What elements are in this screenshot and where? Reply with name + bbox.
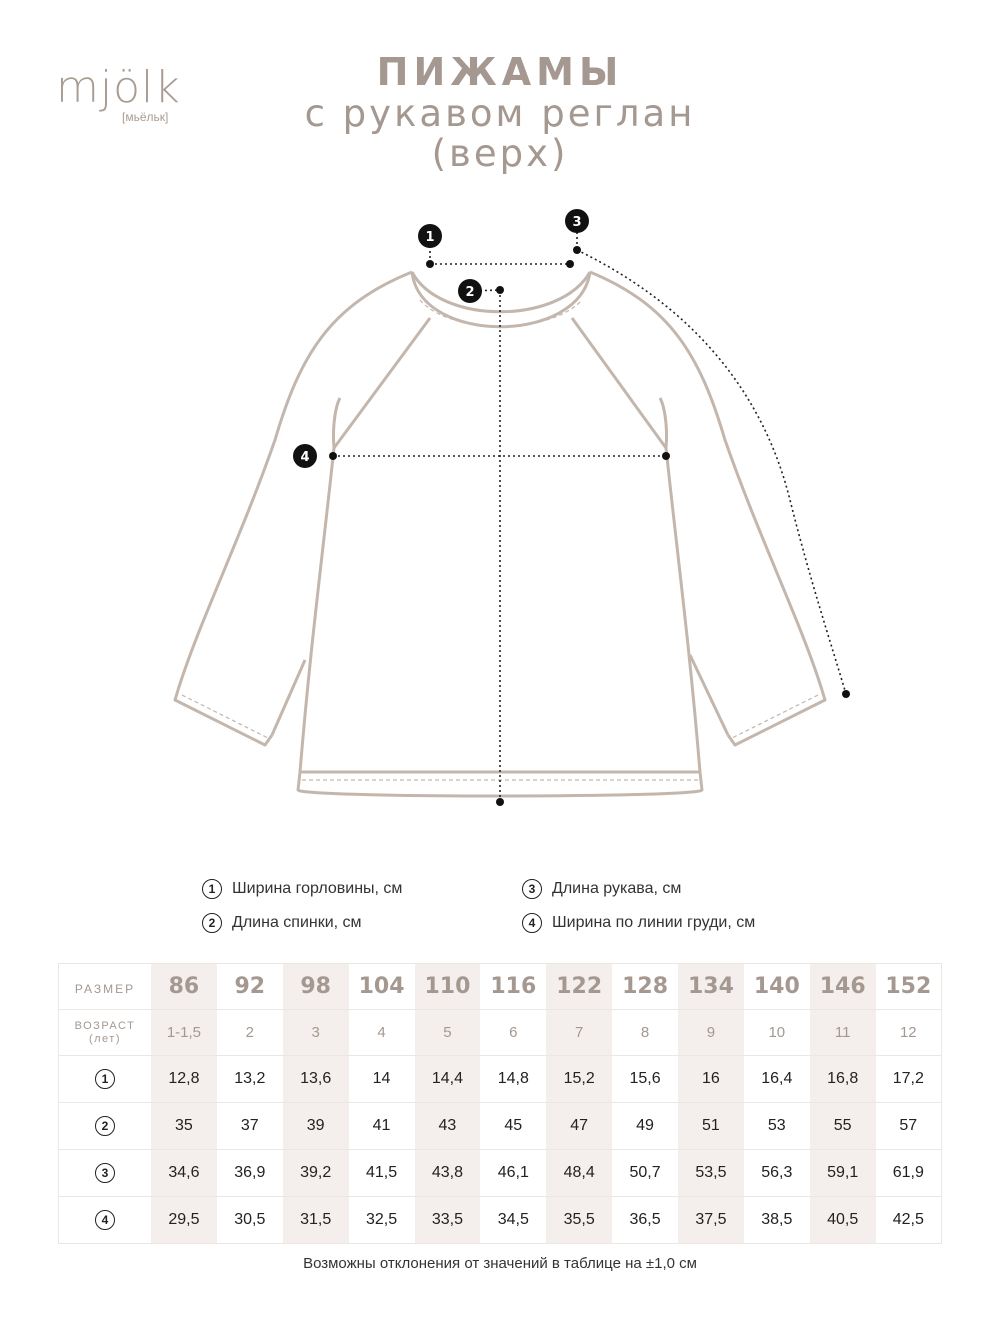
value-cell: 29,5 <box>151 1197 217 1244</box>
number-2-icon: 2 <box>202 913 222 933</box>
row-label-cell <box>59 1197 152 1244</box>
garment-diagram <box>0 190 1000 830</box>
value-cell: 55 <box>810 1103 876 1150</box>
age-cell: 9 <box>678 1010 744 1056</box>
measure-line-3 <box>577 250 846 694</box>
value-cell: 48,4 <box>546 1150 612 1197</box>
table-row <box>59 1103 942 1150</box>
age-label: ВОЗРАСТ <box>74 1019 136 1032</box>
size-label-cell <box>59 964 152 1010</box>
value-cell: 39,2 <box>283 1150 349 1197</box>
legend-item <box>202 872 402 906</box>
value-cell: 56,3 <box>744 1150 810 1197</box>
legend-text: Длина спинки, см <box>232 914 362 931</box>
value-cell: 46,1 <box>480 1150 546 1197</box>
size-cell: 128 <box>612 964 678 1010</box>
size-cell: 110 <box>415 964 481 1010</box>
table-row-size <box>59 964 942 1010</box>
marker-4-icon <box>293 444 317 468</box>
value-cell: 37,5 <box>678 1197 744 1244</box>
value-cell: 35 <box>151 1103 217 1150</box>
row-label-cell <box>59 1103 152 1150</box>
value-cell: 36,9 <box>217 1150 283 1197</box>
marker-2-label: 2 <box>465 285 475 300</box>
marker-3-label: 3 <box>572 215 582 230</box>
size-cell: 122 <box>546 964 612 1010</box>
number-3-icon: 3 <box>95 1163 115 1183</box>
number-4-icon: 4 <box>522 913 542 933</box>
value-cell: 33,5 <box>415 1197 481 1244</box>
table-row <box>59 1056 942 1103</box>
legend-text: Ширина горловины, см <box>232 880 403 897</box>
age-cell: 2 <box>217 1010 283 1056</box>
age-cell: 7 <box>546 1010 612 1056</box>
legend-left <box>202 872 402 940</box>
value-cell: 39 <box>283 1103 349 1150</box>
size-cell: 86 <box>151 964 217 1010</box>
value-cell: 53,5 <box>678 1150 744 1197</box>
value-cell: 16,4 <box>744 1056 810 1103</box>
legend-item <box>522 906 755 940</box>
marker-2-icon <box>458 279 482 303</box>
size-cell: 98 <box>283 964 349 1010</box>
value-cell: 53 <box>744 1103 810 1150</box>
size-table <box>58 963 942 1244</box>
value-cell: 35,5 <box>546 1197 612 1244</box>
value-cell: 16 <box>678 1056 744 1103</box>
value-cell: 15,2 <box>546 1056 612 1103</box>
size-cell: 146 <box>810 964 876 1010</box>
size-cell: 92 <box>217 964 283 1010</box>
value-cell: 15,6 <box>612 1056 678 1103</box>
number-1-icon: 1 <box>202 879 222 899</box>
value-cell: 37 <box>217 1103 283 1150</box>
table-row <box>59 1150 942 1197</box>
value-cell: 41 <box>349 1103 415 1150</box>
legend-item <box>202 906 402 940</box>
brand-subtitle: [мьёльк] <box>122 110 169 124</box>
number-1-icon: 1 <box>95 1069 115 1089</box>
value-cell: 36,5 <box>612 1197 678 1244</box>
size-cell: 116 <box>480 964 546 1010</box>
age-cell: 6 <box>480 1010 546 1056</box>
value-cell: 34,6 <box>151 1150 217 1197</box>
number-2-icon: 2 <box>95 1116 115 1136</box>
value-cell: 14 <box>349 1056 415 1103</box>
value-cell: 13,2 <box>217 1056 283 1103</box>
value-cell: 12,8 <box>151 1056 217 1103</box>
legend-item <box>522 872 755 906</box>
legend-text: Ширина по линии груди, см <box>552 914 756 931</box>
brand-name: mjölk <box>56 62 181 113</box>
value-cell: 57 <box>876 1103 942 1150</box>
title-line2: с рукавом реглан <box>304 92 696 135</box>
value-cell: 59,1 <box>810 1150 876 1197</box>
size-cell: 134 <box>678 964 744 1010</box>
value-cell: 45 <box>480 1103 546 1150</box>
marker-3-icon <box>565 209 589 233</box>
value-cell: 34,5 <box>480 1197 546 1244</box>
value-cell: 49 <box>612 1103 678 1150</box>
value-cell: 31,5 <box>283 1197 349 1244</box>
marker-4-label: 4 <box>300 450 310 465</box>
value-cell: 43,8 <box>415 1150 481 1197</box>
age-cell: 12 <box>876 1010 942 1056</box>
measure-lines <box>333 232 846 802</box>
number-4-icon: 4 <box>95 1210 115 1230</box>
tolerance-note: Возможны отклонения от значений в таблице на ±1,0 см <box>303 1255 697 1272</box>
value-cell: 47 <box>546 1103 612 1150</box>
size-cell: 152 <box>876 964 942 1010</box>
row-label-cell <box>59 1056 152 1103</box>
value-cell: 40,5 <box>810 1197 876 1244</box>
value-cell: 41,5 <box>349 1150 415 1197</box>
value-cell: 51 <box>678 1103 744 1150</box>
age-cell: 10 <box>744 1010 810 1056</box>
value-cell: 50,7 <box>612 1150 678 1197</box>
measure-points <box>329 246 850 806</box>
value-cell: 38,5 <box>744 1197 810 1244</box>
age-cell: 5 <box>415 1010 481 1056</box>
table-row-age <box>59 1010 942 1056</box>
age-cell: 3 <box>283 1010 349 1056</box>
page-title <box>0 50 1000 174</box>
size-cell: 104 <box>349 964 415 1010</box>
marker-1-label: 1 <box>425 230 435 245</box>
title-line3: (верх) <box>431 132 569 175</box>
age-cell: 11 <box>810 1010 876 1056</box>
value-cell: 43 <box>415 1103 481 1150</box>
value-cell: 13,6 <box>283 1056 349 1103</box>
value-cell: 17,2 <box>876 1056 942 1103</box>
title-main: ПИЖАМЫ <box>376 50 624 94</box>
value-cell: 14,8 <box>480 1056 546 1103</box>
value-cell: 30,5 <box>217 1197 283 1244</box>
age-cell: 1-1,5 <box>151 1010 217 1056</box>
table-row <box>59 1197 942 1244</box>
value-cell: 16,8 <box>810 1056 876 1103</box>
age-cell: 4 <box>349 1010 415 1056</box>
legend-text: Длина рукава, см <box>552 880 682 897</box>
value-cell: 61,9 <box>876 1150 942 1197</box>
size-label: РАЗМЕР <box>74 982 136 996</box>
value-cell: 14,4 <box>415 1056 481 1103</box>
number-3-icon: 3 <box>522 879 542 899</box>
age-unit: (лет) <box>88 1032 122 1045</box>
value-cell: 42,5 <box>876 1197 942 1244</box>
marker-1-icon <box>418 224 442 248</box>
legend-right <box>522 872 755 940</box>
size-cell: 140 <box>744 964 810 1010</box>
row-label-cell <box>59 1150 152 1197</box>
age-cell: 8 <box>612 1010 678 1056</box>
age-label-cell <box>59 1010 152 1056</box>
value-cell: 32,5 <box>349 1197 415 1244</box>
